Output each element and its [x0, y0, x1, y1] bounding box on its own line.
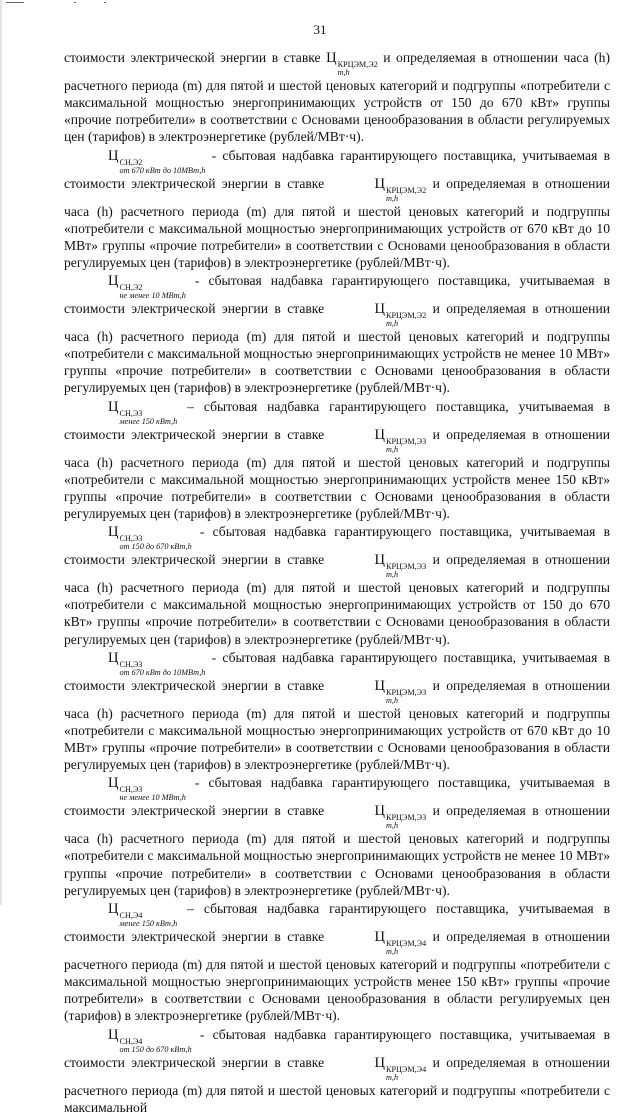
symbol-base: Ц — [374, 1054, 385, 1071]
symbol-superscript: КРЦЭМ,Э2 — [337, 60, 378, 69]
price-symbol — [374, 1054, 427, 1082]
symbol-base: Ц — [108, 775, 119, 792]
paragraph-text: и определяемая в отношении часа (h) расчетного периода (m) для пятой и шестой ценовых категорий и подгруппы «потребители с максимальной мощностью энергопринимающих устройств менее 150 кВт» группы «прочие потребители» в соответствии с Основами ценообразования в области регулируемых цен (тарифов) в электроэнергетике (рублей/МВт·ч). — [64, 426, 610, 521]
symbol-subscript: m,h — [386, 444, 399, 454]
paragraph-text: - сбытовая надбавка гарантирующего поставщика, учитываемая в стоимости электрической энергии в ставке — [64, 273, 610, 317]
definition-paragraph — [64, 1026, 610, 1116]
price-symbol — [108, 524, 192, 552]
price-symbol — [326, 50, 378, 77]
price-symbol — [374, 301, 427, 329]
symbol-superscript: КРЦЭМ,Э2 — [386, 311, 427, 321]
symbol-subscript: m,h — [337, 68, 350, 77]
paragraph-text: - сбытовая надбавка гарантирующего поставщика, учитываемая в стоимости электрической энергии в ставке — [64, 147, 610, 191]
symbol-superscript: КРЦЭМ,Э3 — [386, 813, 427, 823]
price-symbol — [374, 426, 427, 454]
paragraph-text: и определяемая в отношении расчетного периода (m) для пятой и шестой ценовых категорий и подгруппы «потребители с максимальной мощностью энергопринимающих устройств менее 150 кВт» группы «прочие потребители» в соответствии с Основами ценообразования в области регулируемых цен (тарифов) в электроэнергетике (рублей/МВт·ч). — [64, 928, 610, 1024]
price-symbol — [374, 552, 427, 580]
definition-paragraph — [64, 900, 610, 1024]
symbol-superscript: СН,Э3 — [119, 659, 143, 669]
definition-paragraph — [64, 774, 610, 898]
symbol-base: Ц — [374, 175, 385, 192]
symbol-subscript: m,h — [386, 695, 399, 705]
price-symbol — [108, 775, 186, 803]
symbol-superscript: СН,Э2 — [119, 157, 143, 167]
definition-paragraph — [64, 398, 610, 522]
paragraph-text: – сбытовая надбавка гарантирующего поставщика, учитываемая в стоимости электрической энергии в ставке — [64, 398, 610, 442]
continuation-paragraph — [64, 49, 610, 145]
symbol-base: Ц — [374, 677, 385, 694]
document-body — [64, 49, 610, 1116]
symbol-base: Ц — [374, 928, 385, 945]
symbol-base: Ц — [326, 50, 337, 66]
symbol-subscript: m,h — [386, 570, 399, 580]
symbol-subscript: m,h — [386, 821, 399, 831]
symbol-base: Ц — [108, 1026, 119, 1043]
symbol-subscript: от 150 до 670 кВт,h — [119, 542, 192, 552]
symbol-superscript: КРЦЭМ,Э2 — [386, 185, 427, 195]
paragraph-text: - сбытовая надбавка гарантирующего поставщика, учитываемая в стоимости электрической энергии в ставке — [64, 775, 610, 819]
definition-paragraph — [64, 649, 610, 773]
symbol-base: Ц — [108, 273, 119, 290]
paragraph-text: и определяемая в отношении часа (h) расчетного периода (m) для пятой и шестой ценовых категорий и подгруппы «потребители с максимальной мощностью энергопринимающих устройств не менее 10 МВт» группы «прочие потребители» в соответствии с Основами ценообразования в области регулируемых цен (тарифов) в электроэнергетике (рублей/МВт·ч). — [64, 803, 610, 898]
symbol-base: Ц — [108, 147, 119, 164]
symbol-base: Ц — [374, 426, 385, 443]
symbol-subscript: менее 150 кВт,h — [119, 416, 178, 426]
paragraph-text: и определяемая в отношении часа (h) расчетного периода (m) для пятой и шестой ценовых категорий и подгруппы «потребители с максимальной мощностью энергопринимающих устройств от 150 до 670 кВт» группы «прочие потребители» в соответствии с Основами ценообразования в области регулируемых цен (тарифов) в электроэнергетике (рублей/МВт·ч). — [64, 552, 610, 647]
price-symbol — [108, 273, 186, 301]
symbol-subscript: не менее 10 МВт,h — [119, 291, 186, 301]
price-symbol — [374, 803, 427, 831]
symbol-base: Ц — [108, 524, 119, 541]
scan-artifact — [6, 2, 24, 3]
price-symbol — [374, 677, 427, 705]
paragraph-text: - сбытовая надбавка гарантирующего поставщика, учитываемая в стоимости электрической энергии в ставке — [64, 1026, 610, 1070]
symbol-superscript: КРЦЭМ,Э4 — [386, 938, 427, 948]
symbol-superscript: КРЦЭМ,Э3 — [386, 562, 427, 572]
symbol-superscript: СН,Э3 — [119, 785, 143, 795]
paragraph-text: стоимости электрической энергии в ставке — [64, 50, 327, 65]
symbol-superscript: СН,Э3 — [119, 408, 143, 418]
symbol-superscript: КРЦЭМ,Э4 — [386, 1064, 427, 1074]
page-number: 31 — [313, 22, 327, 37]
paragraph-text: – сбытовая надбавка гарантирующего поставщика, учитываемая в стоимости электрической энергии в ставке — [64, 900, 610, 944]
symbol-superscript: КРЦЭМ,Э3 — [386, 687, 427, 697]
paragraph-text: - сбытовая надбавка гарантирующего поставщика, учитываемая в стоимости электрической энергии в ставке — [64, 524, 610, 568]
paragraph-text: и определяемая в отношении расчетного периода (m) для пятой и шестой ценовых категорий и подгруппы «потребители с максимальной — [64, 1054, 610, 1115]
symbol-subscript: m,h — [386, 193, 399, 203]
paragraph-text: и определяемая в отношении часа (h) расчетного периода (m) для пятой и шестой ценовых категорий и подгруппы «потребители с максимальной мощностью энергопринимающих устройств от 670 кВт до 10 МВт» группы «прочие потребители» в соответствии с Основами ценообразования в области регулируемых цен (тарифов) в электроэнергетике (рублей/МВт·ч). — [64, 677, 610, 773]
symbol-base: Ц — [374, 552, 385, 569]
definition-paragraph — [64, 272, 610, 396]
price-symbol — [108, 398, 178, 426]
scan-artifact — [74, 2, 76, 3]
symbol-base: Ц — [374, 803, 385, 820]
definition-paragraph — [64, 523, 610, 647]
symbol-superscript: СН,Э4 — [119, 1036, 143, 1046]
symbol-subscript: m,h — [386, 319, 399, 329]
symbol-subscript: от 670 кВт до 10МВт,h — [119, 667, 206, 677]
price-symbol — [108, 1026, 192, 1054]
symbol-subscript: m,h — [386, 946, 399, 956]
symbol-base: Ц — [108, 649, 119, 666]
price-symbol — [108, 147, 206, 175]
paragraph-text: - сбытовая надбавка гарантирующего поставщика, учитываемая в стоимости электрической энергии в ставке — [64, 649, 610, 693]
paragraph-text: и определяемая в отношении часа (h) расчетного периода (m) для пятой и шестой ценовых категорий и подгруппы «потребители с максимальной мощностью энергопринимающих устройств не менее 10 МВт» группы «прочие потребители» в соответствии с Основами ценообразования в области регулируемых цен (тарифов) в электроэнергетике (рублей/МВт·ч). — [64, 301, 610, 396]
scan-artifact — [104, 2, 106, 3]
symbol-subscript: от 670 кВт до 10МВт,h — [119, 165, 206, 175]
price-symbol — [374, 175, 427, 203]
paragraph-text: и определяемая в отношении часа (h) расчетного периода (m) для пятой и шестой ценовых категорий и подгруппы «потребители с максимальной мощностью энергопринимающих устройств от 670 кВт до 10 МВт» группы «прочие потребители» в соответствии с Основами ценообразования в области регулируемых цен (тарифов) в электроэнергетике (рублей/МВт·ч). — [64, 175, 610, 270]
symbol-subscript: не менее 10 МВт,h — [119, 793, 186, 803]
symbol-superscript: СН,Э2 — [119, 283, 143, 293]
paragraph-text: и определяемая в отношении часа (h) расчетного периода (m) для пятой и шестой ценовых категорий и подгруппы «потребители с максимальной мощностью энергопринимающих устройств от 150 до 670 кВт» группы «прочие потребители» в соответствии с Основами ценообразования в области регулируемых цен (тарифов) в электроэнергетике (рублей/МВт·ч). — [64, 50, 610, 145]
symbol-subscript: менее 150 кВт,h — [119, 918, 178, 928]
symbol-subscript: от 150 до 670 кВт,h — [119, 1044, 192, 1054]
symbol-superscript: СН,Э3 — [119, 534, 143, 544]
price-symbol — [374, 928, 427, 956]
scan-edge-shadow — [0, 0, 3, 905]
symbol-base: Ц — [108, 900, 119, 917]
definition-paragraph — [64, 147, 610, 271]
price-symbol — [108, 900, 178, 928]
symbol-superscript: КРЦЭМ,Э3 — [386, 436, 427, 446]
symbol-subscript: m,h — [386, 1072, 399, 1082]
symbol-base: Ц — [374, 301, 385, 318]
price-symbol — [108, 649, 206, 677]
symbol-base: Ц — [108, 398, 119, 415]
symbol-superscript: СН,Э4 — [119, 910, 143, 920]
